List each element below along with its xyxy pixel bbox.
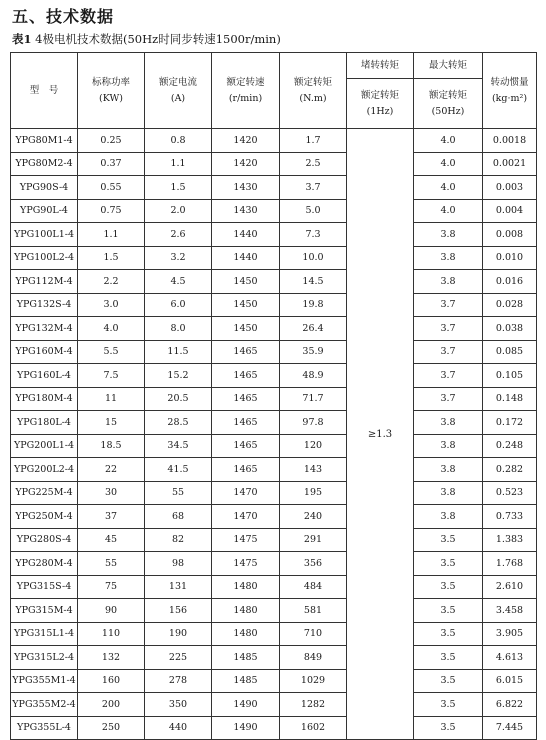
cell-speed: 1465 <box>212 364 280 388</box>
cell-power: 160 <box>78 669 145 693</box>
table-row <box>11 199 537 223</box>
cell-inertia: 0.085 <box>483 340 537 364</box>
cell-power: 37 <box>78 505 145 529</box>
header-locked-denominator: 额定转矩 (1Hz) <box>347 79 414 129</box>
cell-speed: 1475 <box>212 552 280 576</box>
header-power: 标称功率 (KW) <box>78 53 145 129</box>
table-row <box>11 152 537 176</box>
cell-torque: 240 <box>280 505 347 529</box>
cell-max: 3.5 <box>414 716 483 740</box>
cell-power: 18.5 <box>78 434 145 458</box>
cell-torque: 19.8 <box>280 293 347 317</box>
cell-torque: 120 <box>280 434 347 458</box>
table-row <box>11 434 537 458</box>
cell-inertia: 2.610 <box>483 575 537 599</box>
cell-speed: 1485 <box>212 646 280 670</box>
motor-spec-table <box>10 52 537 740</box>
cell-model: YPG160L-4 <box>11 364 78 388</box>
cell-power: 3.0 <box>78 293 145 317</box>
cell-current: 440 <box>145 716 212 740</box>
table-row <box>11 270 537 294</box>
cell-speed: 1450 <box>212 317 280 341</box>
cell-current: 8.0 <box>145 317 212 341</box>
cell-max: 3.8 <box>414 434 483 458</box>
cell-max: 3.5 <box>414 622 483 646</box>
cell-max: 3.5 <box>414 693 483 717</box>
cell-inertia: 0.282 <box>483 458 537 482</box>
cell-torque: 484 <box>280 575 347 599</box>
cell-current: 34.5 <box>145 434 212 458</box>
cell-inertia: 0.038 <box>483 317 537 341</box>
cell-power: 200 <box>78 693 145 717</box>
cell-torque: 356 <box>280 552 347 576</box>
cell-current: 1.1 <box>145 152 212 176</box>
header-max-denominator: 额定转矩 (50Hz) <box>414 79 483 129</box>
cell-inertia: 0.004 <box>483 199 537 223</box>
section-title: 五、技术数据 <box>12 7 115 26</box>
cell-current: 3.2 <box>145 246 212 270</box>
cell-power: 4.0 <box>78 317 145 341</box>
cell-current: 190 <box>145 622 212 646</box>
table-row <box>11 129 537 153</box>
cell-model: YPG315S-4 <box>11 575 78 599</box>
cell-model: YPG280M-4 <box>11 552 78 576</box>
header-locked-torque: 堵转转矩 <box>347 53 414 79</box>
cell-torque: 7.3 <box>280 223 347 247</box>
cell-current: 15.2 <box>145 364 212 388</box>
header-torque: 额定转矩 (N.m) <box>280 53 347 129</box>
cell-current: 6.0 <box>145 293 212 317</box>
cell-inertia: 3.905 <box>483 622 537 646</box>
cell-speed: 1470 <box>212 481 280 505</box>
cell-max: 3.5 <box>414 669 483 693</box>
table-row <box>11 693 537 717</box>
cell-inertia: 0.0021 <box>483 152 537 176</box>
cell-model: YPG100L1-4 <box>11 223 78 247</box>
cell-current: 1.5 <box>145 176 212 200</box>
cell-speed: 1465 <box>212 411 280 435</box>
cell-speed: 1465 <box>212 387 280 411</box>
cell-max: 3.8 <box>414 411 483 435</box>
cell-power: 55 <box>78 552 145 576</box>
cell-model: YPG315M-4 <box>11 599 78 623</box>
table-row <box>11 528 537 552</box>
cell-max: 3.7 <box>414 340 483 364</box>
cell-speed: 1480 <box>212 575 280 599</box>
cell-current: 11.5 <box>145 340 212 364</box>
cell-speed: 1490 <box>212 716 280 740</box>
table-caption <box>12 31 281 47</box>
cell-torque: 1602 <box>280 716 347 740</box>
table-row <box>11 716 537 740</box>
cell-inertia: 0.003 <box>483 176 537 200</box>
cell-max: 3.7 <box>414 317 483 341</box>
cell-model: YPG80M2-4 <box>11 152 78 176</box>
cell-power: 132 <box>78 646 145 670</box>
cell-current: 225 <box>145 646 212 670</box>
cell-speed: 1485 <box>212 669 280 693</box>
table-row <box>11 317 537 341</box>
cell-torque: 14.5 <box>280 270 347 294</box>
cell-power: 0.55 <box>78 176 145 200</box>
cell-inertia: 0.008 <box>483 223 537 247</box>
cell-inertia: 4.613 <box>483 646 537 670</box>
cell-torque: 849 <box>280 646 347 670</box>
cell-speed: 1480 <box>212 599 280 623</box>
table-row <box>11 481 537 505</box>
cell-current: 98 <box>145 552 212 576</box>
cell-max: 3.8 <box>414 458 483 482</box>
cell-model: YPG100L2-4 <box>11 246 78 270</box>
header-inertia: 转动惯量 (kg·m²) <box>483 53 537 129</box>
cell-inertia: 0.733 <box>483 505 537 529</box>
cell-torque: 710 <box>280 622 347 646</box>
cell-model: YPG180M-4 <box>11 387 78 411</box>
cell-inertia: 0.248 <box>483 434 537 458</box>
cell-max: 3.5 <box>414 575 483 599</box>
table-row <box>11 622 537 646</box>
cell-current: 2.6 <box>145 223 212 247</box>
cell-model: YPG280S-4 <box>11 528 78 552</box>
cell-inertia: 7.445 <box>483 716 537 740</box>
cell-model: YPG225M-4 <box>11 481 78 505</box>
cell-model: YPG112M-4 <box>11 270 78 294</box>
cell-model: YPG250M-4 <box>11 505 78 529</box>
header-model: 型 号 <box>11 53 78 129</box>
cell-current: 55 <box>145 481 212 505</box>
cell-speed: 1440 <box>212 246 280 270</box>
cell-max: 3.8 <box>414 223 483 247</box>
table-row <box>11 223 537 247</box>
cell-max: 3.5 <box>414 599 483 623</box>
cell-model: YPG200L2-4 <box>11 458 78 482</box>
cell-current: 68 <box>145 505 212 529</box>
cell-current: 278 <box>145 669 212 693</box>
cell-power: 15 <box>78 411 145 435</box>
cell-max: 3.7 <box>414 387 483 411</box>
cell-speed: 1490 <box>212 693 280 717</box>
cell-torque: 71.7 <box>280 387 347 411</box>
cell-model: YPG315L1-4 <box>11 622 78 646</box>
table-row <box>11 646 537 670</box>
table-row <box>11 552 537 576</box>
cell-model: YPG180L-4 <box>11 411 78 435</box>
table-row <box>11 669 537 693</box>
caption-text: 4极电机技术数据(50Hz时同步转速1500r/min) <box>35 32 281 46</box>
cell-current: 350 <box>145 693 212 717</box>
cell-max: 3.8 <box>414 246 483 270</box>
cell-power: 250 <box>78 716 145 740</box>
cell-speed: 1480 <box>212 622 280 646</box>
cell-power: 5.5 <box>78 340 145 364</box>
cell-model: YPG355L-4 <box>11 716 78 740</box>
cell-torque: 5.0 <box>280 199 347 223</box>
cell-max: 3.7 <box>414 364 483 388</box>
header-max-torque: 最大转矩 <box>414 53 483 79</box>
cell-current: 2.0 <box>145 199 212 223</box>
cell-model: YPG355M1-4 <box>11 669 78 693</box>
cell-inertia: 1.768 <box>483 552 537 576</box>
cell-model: YPG355M2-4 <box>11 693 78 717</box>
cell-current: 20.5 <box>145 387 212 411</box>
header-speed: 额定转速 (r/min) <box>212 53 280 129</box>
cell-inertia: 6.015 <box>483 669 537 693</box>
cell-model: YPG160M-4 <box>11 340 78 364</box>
cell-power: 110 <box>78 622 145 646</box>
cell-current: 0.8 <box>145 129 212 153</box>
cell-power: 75 <box>78 575 145 599</box>
cell-power: 1.1 <box>78 223 145 247</box>
cell-max: 3.8 <box>414 270 483 294</box>
cell-power: 30 <box>78 481 145 505</box>
cell-model: YPG132S-4 <box>11 293 78 317</box>
cell-speed: 1465 <box>212 340 280 364</box>
cell-inertia: 0.105 <box>483 364 537 388</box>
cell-max: 3.5 <box>414 528 483 552</box>
cell-max: 3.5 <box>414 646 483 670</box>
cell-max: 4.0 <box>414 176 483 200</box>
table-row <box>11 340 537 364</box>
cell-speed: 1450 <box>212 293 280 317</box>
cell-torque: 581 <box>280 599 347 623</box>
cell-max: 3.8 <box>414 505 483 529</box>
cell-model: YPG315L2-4 <box>11 646 78 670</box>
cell-power: 11 <box>78 387 145 411</box>
cell-torque: 3.7 <box>280 176 347 200</box>
table-row <box>11 599 537 623</box>
table-row <box>11 293 537 317</box>
table-row <box>11 246 537 270</box>
cell-speed: 1470 <box>212 505 280 529</box>
cell-inertia: 0.523 <box>483 481 537 505</box>
cell-locked-torque-ratio: ≥1.3 <box>347 129 414 740</box>
cell-max: 3.5 <box>414 552 483 576</box>
cell-torque: 291 <box>280 528 347 552</box>
table-row <box>11 411 537 435</box>
cell-model: YPG132M-4 <box>11 317 78 341</box>
cell-inertia: 6.822 <box>483 693 537 717</box>
cell-inertia: 0.148 <box>483 387 537 411</box>
header-current: 额定电流 (A) <box>145 53 212 129</box>
cell-torque: 35.9 <box>280 340 347 364</box>
cell-speed: 1450 <box>212 270 280 294</box>
cell-speed: 1465 <box>212 458 280 482</box>
table-body <box>11 129 537 740</box>
cell-current: 131 <box>145 575 212 599</box>
cell-torque: 195 <box>280 481 347 505</box>
cell-speed: 1430 <box>212 176 280 200</box>
cell-max: 4.0 <box>414 199 483 223</box>
table-row <box>11 176 537 200</box>
cell-speed: 1475 <box>212 528 280 552</box>
cell-power: 0.25 <box>78 129 145 153</box>
cell-inertia: 0.172 <box>483 411 537 435</box>
cell-speed: 1420 <box>212 152 280 176</box>
cell-power: 90 <box>78 599 145 623</box>
cell-current: 4.5 <box>145 270 212 294</box>
cell-max: 3.7 <box>414 293 483 317</box>
cell-torque: 10.0 <box>280 246 347 270</box>
cell-current: 156 <box>145 599 212 623</box>
cell-speed: 1430 <box>212 199 280 223</box>
cell-power: 2.2 <box>78 270 145 294</box>
caption-number: 表1 <box>12 32 32 46</box>
cell-current: 41.5 <box>145 458 212 482</box>
cell-inertia: 1.383 <box>483 528 537 552</box>
cell-speed: 1420 <box>212 129 280 153</box>
table-row <box>11 458 537 482</box>
cell-torque: 97.8 <box>280 411 347 435</box>
cell-power: 22 <box>78 458 145 482</box>
cell-model: YPG90S-4 <box>11 176 78 200</box>
cell-inertia: 0.0018 <box>483 129 537 153</box>
cell-torque: 48.9 <box>280 364 347 388</box>
table-row <box>11 387 537 411</box>
cell-inertia: 0.010 <box>483 246 537 270</box>
cell-torque: 143 <box>280 458 347 482</box>
cell-max: 3.8 <box>414 481 483 505</box>
cell-model: YPG200L1-4 <box>11 434 78 458</box>
cell-current: 82 <box>145 528 212 552</box>
cell-speed: 1465 <box>212 434 280 458</box>
cell-torque: 26.4 <box>280 317 347 341</box>
cell-power: 7.5 <box>78 364 145 388</box>
cell-speed: 1440 <box>212 223 280 247</box>
cell-inertia: 0.016 <box>483 270 537 294</box>
cell-max: 4.0 <box>414 129 483 153</box>
table-row <box>11 364 537 388</box>
cell-inertia: 0.028 <box>483 293 537 317</box>
cell-torque: 1.7 <box>280 129 347 153</box>
table-row <box>11 505 537 529</box>
cell-torque: 2.5 <box>280 152 347 176</box>
cell-power: 1.5 <box>78 246 145 270</box>
cell-torque: 1029 <box>280 669 347 693</box>
cell-max: 4.0 <box>414 152 483 176</box>
cell-torque: 1282 <box>280 693 347 717</box>
cell-current: 28.5 <box>145 411 212 435</box>
cell-model: YPG80M1-4 <box>11 129 78 153</box>
table-row <box>11 575 537 599</box>
cell-power: 45 <box>78 528 145 552</box>
cell-power: 0.37 <box>78 152 145 176</box>
cell-inertia: 3.458 <box>483 599 537 623</box>
cell-model: YPG90L-4 <box>11 199 78 223</box>
cell-power: 0.75 <box>78 199 145 223</box>
